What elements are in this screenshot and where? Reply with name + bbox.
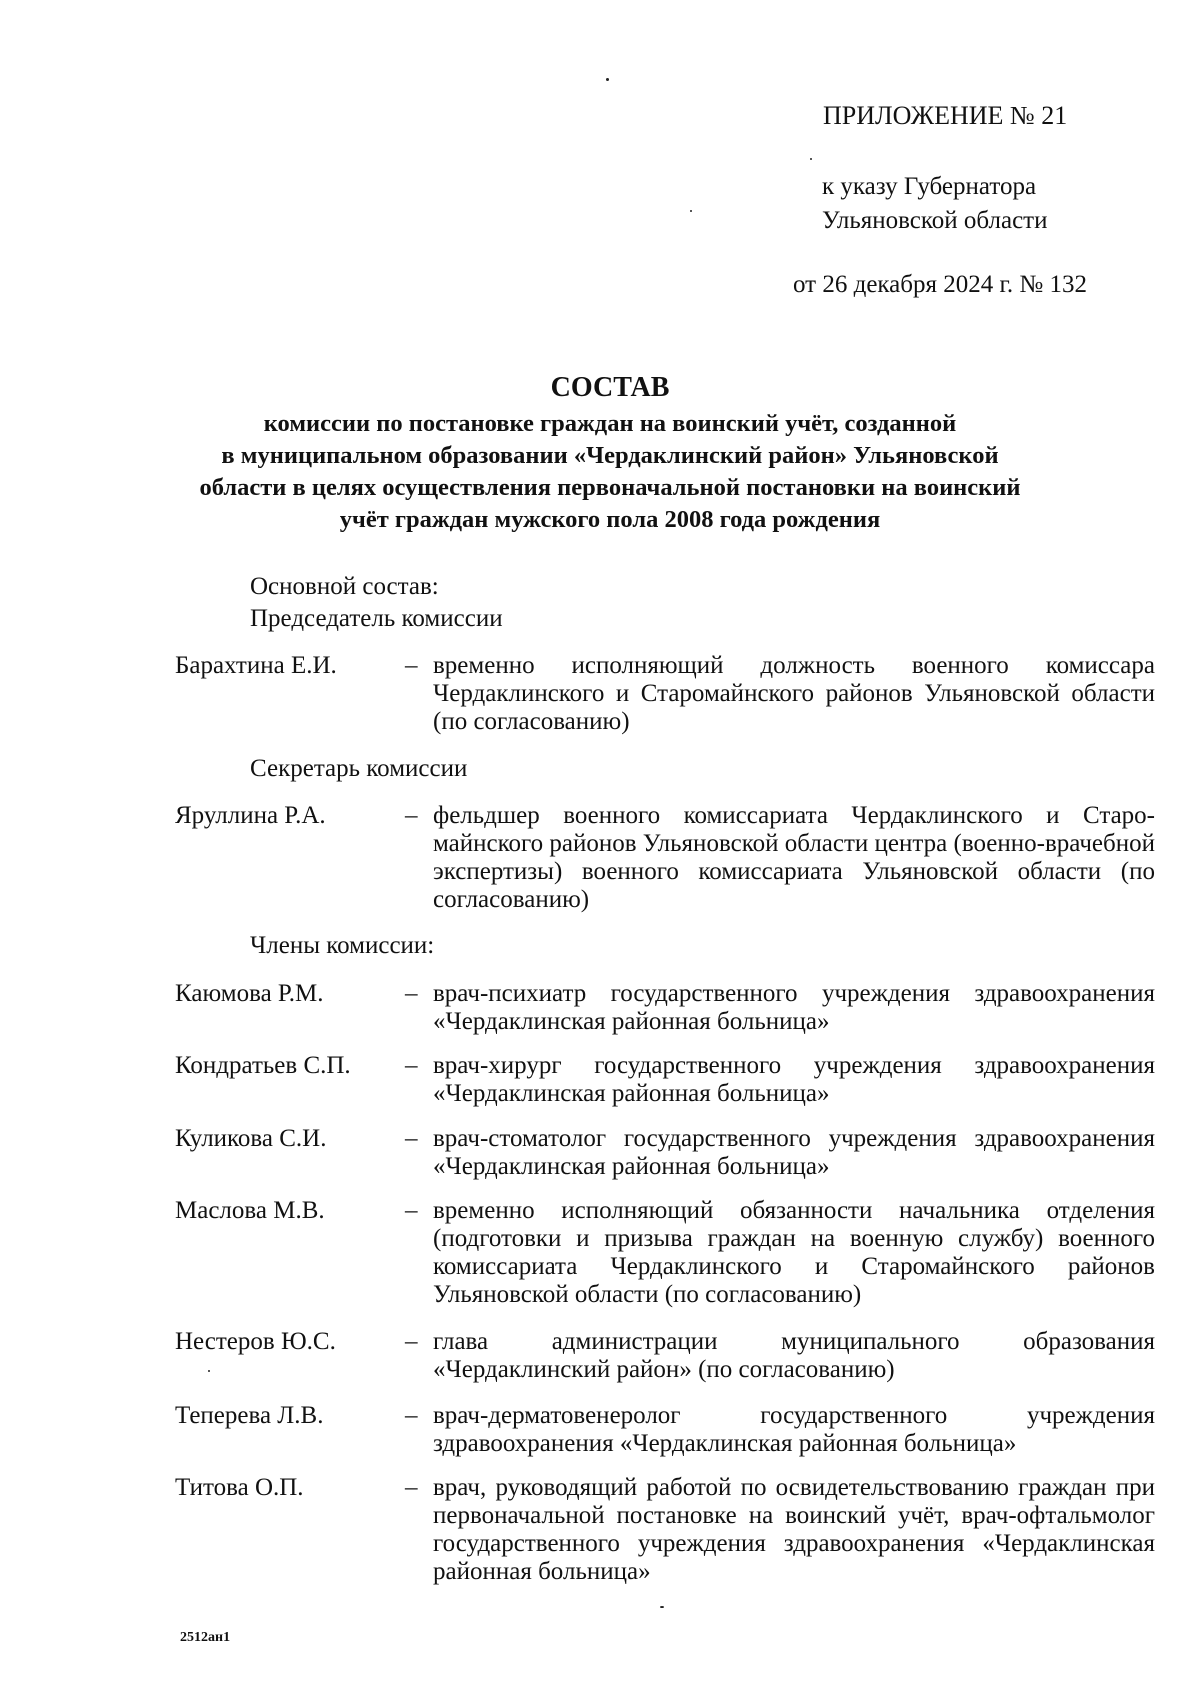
member-name: Кондратьев С.П. (175, 1052, 351, 1079)
member-position: фельдшер военного комиссариата Чердаклинского и Старомайнского районов Ульяновской области центра (военно-врачебной экспертизы) военного комиссариата Ульяновской области (по согласованию) (433, 802, 1155, 913)
subtitle-line: в муниципальном образовании «Чердаклинский район» Ульяновской (221, 442, 999, 469)
document-code: 2512ан1 (180, 1630, 231, 1645)
dash: – (405, 1474, 418, 1501)
decree-date: от 26 декабря 2024 г. № 132 (793, 271, 1088, 298)
member-position: врач-психиатр государственного учреждения здравоохранения «Чердаклинская районная больница» (433, 980, 1155, 1035)
scan-speck (606, 78, 609, 81)
member-position: врач, руководящий работой по освидетельствованию граждан при первоначальной постановке на воинский учёт, врач-офтальмолог государственного учреждения здравоохранения «Чердаклинская районная больница» (433, 1474, 1155, 1585)
dash: – (405, 1125, 418, 1152)
member-position: врач-дерматовенеролог государственного учреждения здравоохранения «Чердаклинская районная больница» (433, 1402, 1155, 1457)
member-name: Яруллина Р.А. (175, 802, 326, 829)
member-name: Маслова М.В. (175, 1197, 325, 1224)
member-name: Теперева Л.В. (175, 1402, 324, 1429)
member-name: Куликова С.И. (175, 1125, 327, 1152)
decree-line: к указу Губернатора (822, 173, 1037, 200)
title-main: СОСТАВ (550, 372, 670, 403)
member-position: врач-стоматолог государственного учреждения здравоохранения «Чердаклинская районная больница» (433, 1125, 1155, 1180)
document-title (160, 370, 1060, 536)
subtitle-line: области в целях осуществления первоначальной постановки на воинский (199, 474, 1021, 501)
section-secretary: Секретарь комиссии (250, 755, 468, 782)
scan-speck (690, 210, 692, 212)
dash: – (405, 802, 418, 829)
member-name: Барахтина Е.И. (175, 652, 337, 679)
decree-reference (822, 170, 1047, 238)
dash: – (405, 652, 418, 679)
member-position: врач-хирург государственного учреждения здравоохранения «Чердаклинская районная больница» (433, 1052, 1155, 1107)
dash: – (405, 1402, 418, 1429)
dash: – (405, 1052, 418, 1079)
dash: – (405, 1328, 418, 1355)
section-main-composition: Основной состав: (250, 573, 439, 600)
scan-speck (660, 1606, 664, 1608)
subtitle-line: учёт граждан мужского пола 2008 года рождения (339, 506, 881, 533)
scan-speck (810, 158, 812, 160)
appendix-number: ПРИЛОЖЕНИЕ № 21 (823, 101, 1068, 130)
section-chairman: Председатель комиссии (250, 605, 503, 632)
member-position: временно исполняющий обязанности начальника отделения (подготовки и призыва граждан на военную службу) военного комиссариата Чердаклинского и Старомайнского районов Ульяновской области (по согласованию) (433, 1197, 1155, 1308)
title-subtitle (160, 408, 1060, 536)
member-position: временно исполняющий должность военного комиссара Чердаклинского и Старомайнского районов Ульяновской области (по согласованию) (433, 652, 1155, 735)
subtitle-line: комиссии по постановке граждан на воинский учёт, созданной (263, 410, 957, 437)
member-name: Нестеров Ю.С. (175, 1328, 336, 1355)
section-members: Члены комиссии: (250, 932, 435, 959)
scan-speck (208, 1370, 210, 1372)
dash: – (405, 980, 418, 1007)
member-name: Каюмова Р.М. (175, 980, 324, 1007)
dash: – (405, 1197, 418, 1224)
member-name: Титова О.П. (175, 1474, 304, 1501)
member-position: глава администрации муниципального образования «Чердаклинский район» (по согласованию) (433, 1328, 1155, 1383)
decree-line: Ульяновской области (822, 207, 1048, 234)
